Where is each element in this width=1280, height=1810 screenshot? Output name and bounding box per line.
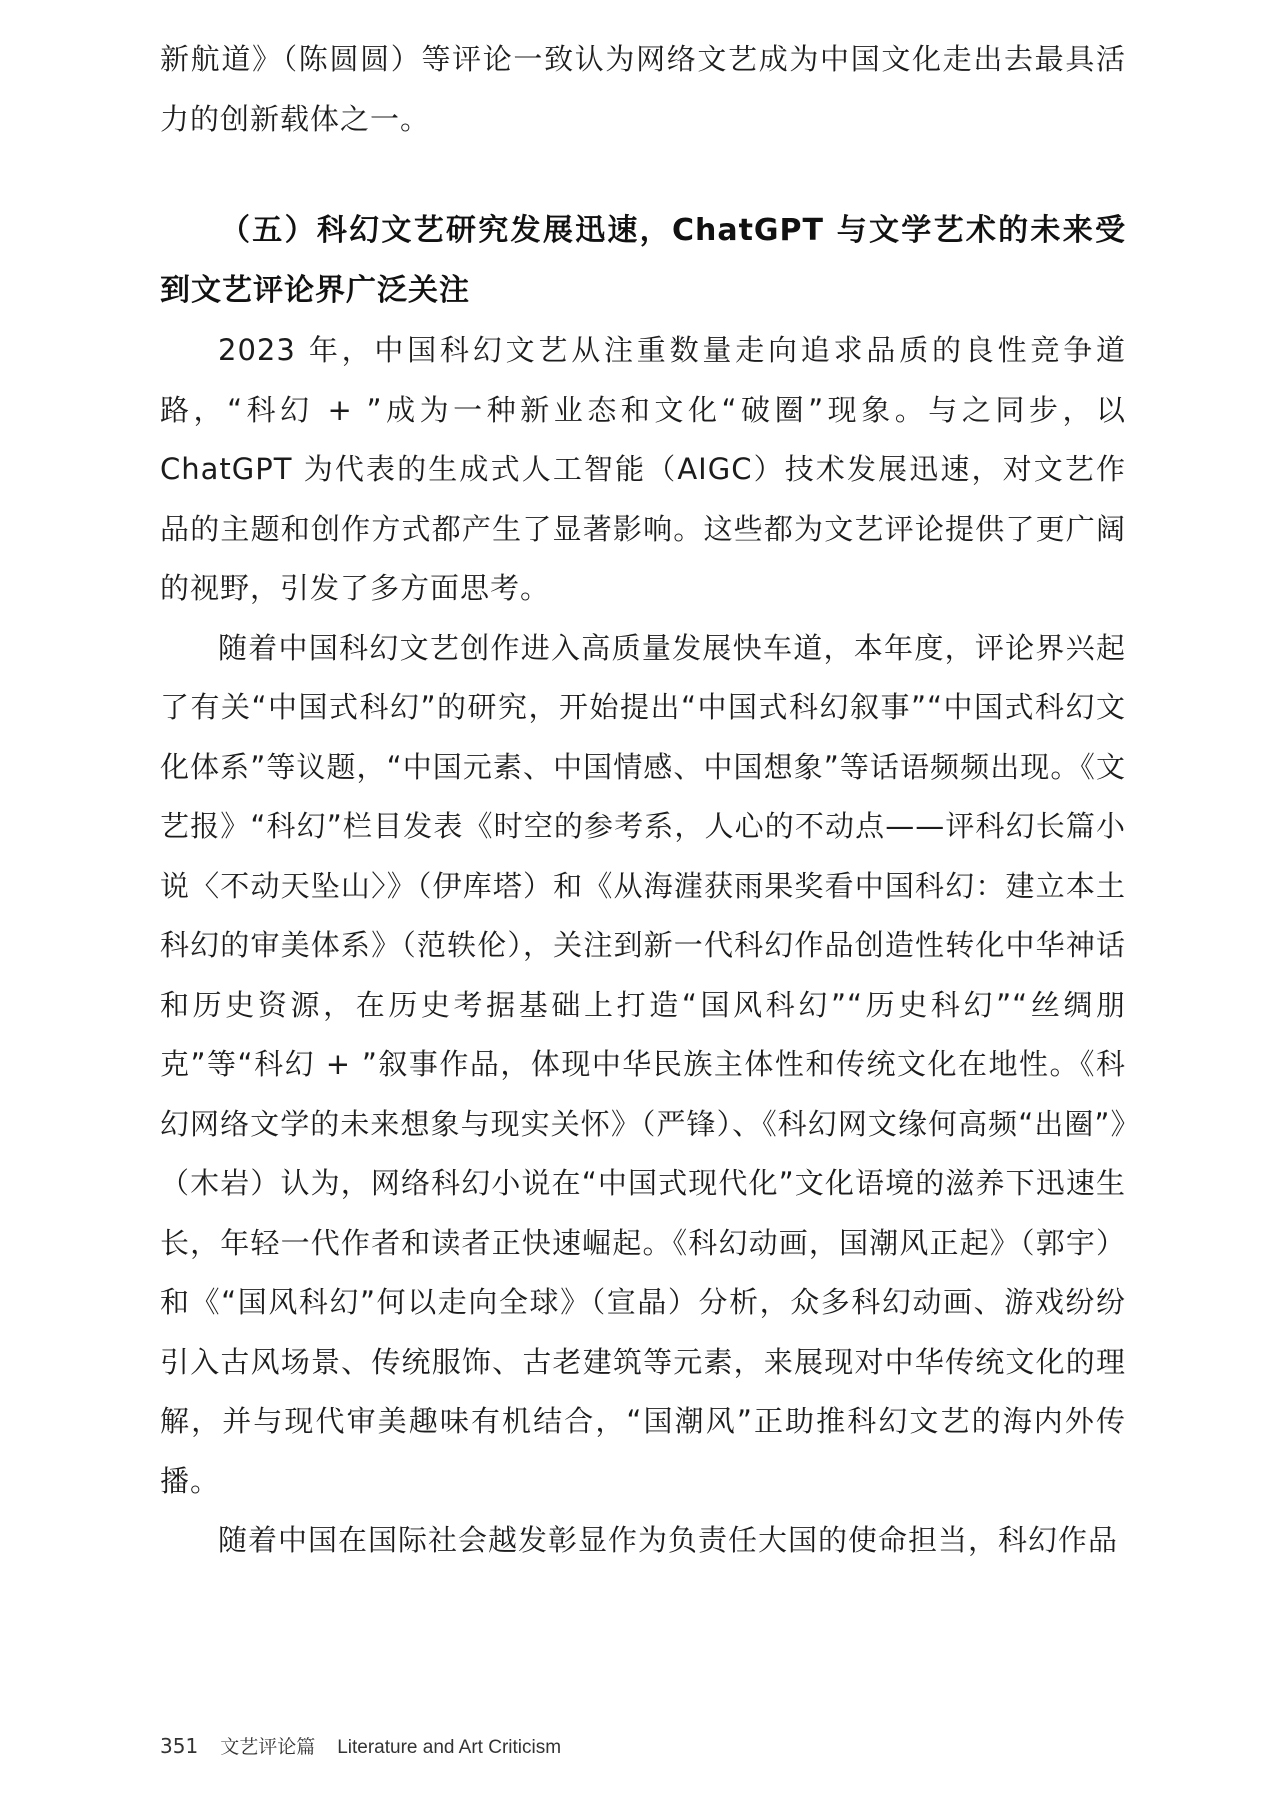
page-body xyxy=(160,30,1126,1571)
section-heading: （五）科幻文艺研究发展迅速，ChatGPT 与文学艺术的未来受到文艺评论界广泛关注 xyxy=(160,213,1126,308)
page-footer xyxy=(160,1732,561,1759)
paragraph-chinese-scifi: 随着中国科幻文艺创作进入高质量发展快车道，本年度，评论界兴起了有关“中国式科幻”的研究，开始提出“中国式科幻叙事”“中国式科幻文化体系”等议题，“中国元素、中国情感、中国想象”等话语频频出现。《文艺报》“科幻”栏目发表《时空的参考系，人心的不动点——评科幻长篇小说〈不动天坠山〉》（伊库塔）和《从海漄获雨果奖看中国科幻：建立本土科幻的审美体系》（范轶伦），关注到新一代科幻作品创造性转化中华神话和历史资源，在历史考据基础上打造“国风科幻”“历史科幻”“丝绸朋克”等“科幻 + ”叙事作品，体现中华民族主体性和传统文化在地性。《科幻网络文学的未来想象与现实关怀》（严锋）、《科幻网文缘何高频“出圈”》（木岩）认为，网络科幻小说在“中国式现代化”文化语境的滋养下迅速生长，年轻一代作者和读者正快速崛起。《科幻动画，国潮风正起》（郭宇）和《“国风科幻”何以走向全球》（宣晶）分析，众多科幻动画、游戏纷纷引入古风场景、传统服饰、古老建筑等元素，来展现对中华传统文化的理解，并与现代审美趣味有机结合，“国潮风”正助推科幻文艺的海内外传播。 xyxy=(160,630,1126,1498)
paragraph-intro: 2023 年，中国科幻文艺从注重数量走向追求品质的良性竞争道路，“科幻 + ”成为一种新业态和文化“破圈”现象。与之同步，以 ChatGPT 为代表的生成式人工智能（AIGC）技术发展迅速，对文艺作品的主题和创作方式都产生了显著影响。这些都为文艺评论提供了更广阔的视野，引发了多方面思考。 xyxy=(160,333,1126,605)
section-title-en: Literature and Art Criticism xyxy=(337,1737,562,1758)
paragraph-continuation: 新航道》（陈圆圆）等评论一致认为网络文艺成为中国文化走出去最具活力的创新载体之一。 xyxy=(160,42,1126,136)
section-title-cn: 文艺评论篇 xyxy=(220,1736,316,1758)
page-number: 351 xyxy=(160,1734,199,1758)
paragraph-international: 随着中国在国际社会越发彰显作为负责任大国的使命担当，科幻作品 xyxy=(218,1523,1119,1557)
